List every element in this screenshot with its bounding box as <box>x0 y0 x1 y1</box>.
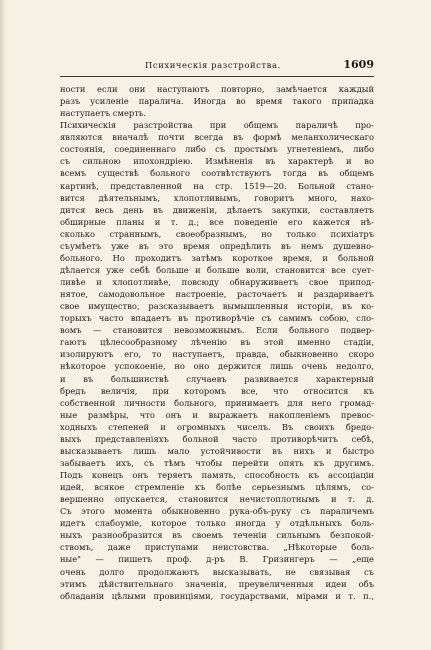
text-line: обширные планы и т. д.; все поведеніе его кажется нѣ- <box>60 216 374 227</box>
text-line: обладаніи цѣлыми провинціями, государствами, мірами и т. п., <box>60 590 374 601</box>
text-line: наступаетъ смерть. <box>60 108 147 119</box>
text-line: вомъ — становится невозможнымъ. Если больного подвер- <box>60 325 374 336</box>
text-line: состоянія, соединеннаго либо съ простымъ угнетеніемъ, либо <box>60 144 374 155</box>
text-line: и въ большинствѣ случаевъ развивается характерный <box>60 373 374 384</box>
text-line: ливѣе и хлопотливѣе, повсюду обнаруживаетъ свое припод- <box>60 277 374 287</box>
text-line: дѣлается уже себѣ больше и больше воли, становится все сует- <box>60 264 374 275</box>
text-line: Подъ конецъ онъ теряетъ память, способность къ ассоціаціи <box>60 470 374 480</box>
text-line: ствомъ, даже приступами неистовства. „Нѣкоторые боль- <box>60 542 374 553</box>
text-line: всемъ существѣ больного соотвѣтствуютъ тогда въ общемъ <box>60 168 374 179</box>
text-line: идей, всякое стремленіе къ болѣе серьезнымъ цѣлямъ, со- <box>60 482 374 493</box>
text-line: сколько страннымъ, своеобразнымъ, но только психіатръ <box>60 228 374 239</box>
text-line: идетъ слабоуміе, которое только иногда у отдѣльныхъ боль- <box>60 518 374 529</box>
text-line: Съ этого момента обыкновенно рука-объ-руку съ параличемъ <box>60 506 374 517</box>
header-rule <box>60 76 374 77</box>
text-line: гаютъ цѣлесообразному лѣченію въ этой именно стадіи, <box>60 337 374 348</box>
text-line: бредъ величія, при которомъ все, что относится къ <box>60 385 374 396</box>
text-line: вершенно опускается, становится нечистоплотнымъ и т. д. <box>60 494 374 505</box>
text-line: собственной личности больного, принимаетъ для него громад- <box>60 397 374 408</box>
page-number: 1609 <box>343 58 374 71</box>
text-line: ныхъ разнообразится въ своемъ теченіи сильнымъ безпокой- <box>60 530 374 541</box>
text-line: съумѣетъ уже въ это время опредѣлить въ немъ душевно- <box>60 240 374 251</box>
text-line: выхъ представленіяхъ больной часто противорѣчитъ себѣ, <box>60 433 374 444</box>
scan-shadow <box>0 0 6 650</box>
text-line: нѣкоторое успокоеніе, но оно держится лишь очень недолго, <box>60 361 374 372</box>
text-line: забываетъ ихъ, съ тѣмъ чтобы перейти опять къ другимъ. <box>60 457 374 468</box>
text-line: Психическія разстройства при общемъ параличѣ про- <box>60 120 374 131</box>
text-line: ные размѣры, что онъ и выражаетъ накопленіемъ превос- <box>60 409 374 420</box>
page-header <box>60 60 374 74</box>
text-line: изолируютъ его, то наступаетъ, правда, обыкновенно скоро <box>60 349 374 360</box>
text-line: ные" — пишетъ проф. д-ръ В. Гризингеръ — „еще <box>60 554 374 565</box>
text-line: нятое, самодовольное настроеніе, расточаетъ и раздариваетъ <box>60 289 374 300</box>
text-line: этимъ дѣйствительнаго значенія, преувеличенныя идеи объ <box>60 578 374 589</box>
text-line: свое имущество, разсказываетъ вымышленныя исторіи, въ ко- <box>60 301 374 312</box>
text-line: торыхъ часто впадаетъ въ противорѣчіе съ самимъ собою, сло- <box>60 313 374 324</box>
text-line: ходныхъ степеней и огромныхъ чиселъ. Въ своихъ бредо- <box>60 421 374 432</box>
text-line: ности если они наступаютъ повторно, замѣчается каждый <box>60 84 374 94</box>
text-line: съ сильною ипохондріею. Измѣненія въ характерѣ и во <box>60 156 374 167</box>
text-line: очень долго продолжаютъ высказывать, не связывая съ <box>60 566 374 577</box>
text-line: разъ усиленіе паралича. Иногда во время такого припадка <box>60 96 374 107</box>
text-line: дится весь день въ движеніи, дѣлаетъ закупки, составляетъ <box>60 204 374 215</box>
body-text <box>60 83 374 602</box>
text-line: больного. Но проходитъ затѣмъ короткое время, и больной <box>60 252 374 263</box>
text-line: картинѣ, представленной на стр. 1519—20. Больной стано- <box>60 180 374 191</box>
text-line: являются вначалѣ почти всегда въ формѣ меланхолическаго <box>60 132 374 143</box>
text-line: высказываетъ лишь мало устойчивости въ нихъ и быстро <box>60 445 374 456</box>
running-title: Психическія разстройства. <box>145 60 281 70</box>
text-line: вится дѣятельнымъ, хлопотливымъ, говоритъ много, нахо- <box>60 192 374 203</box>
